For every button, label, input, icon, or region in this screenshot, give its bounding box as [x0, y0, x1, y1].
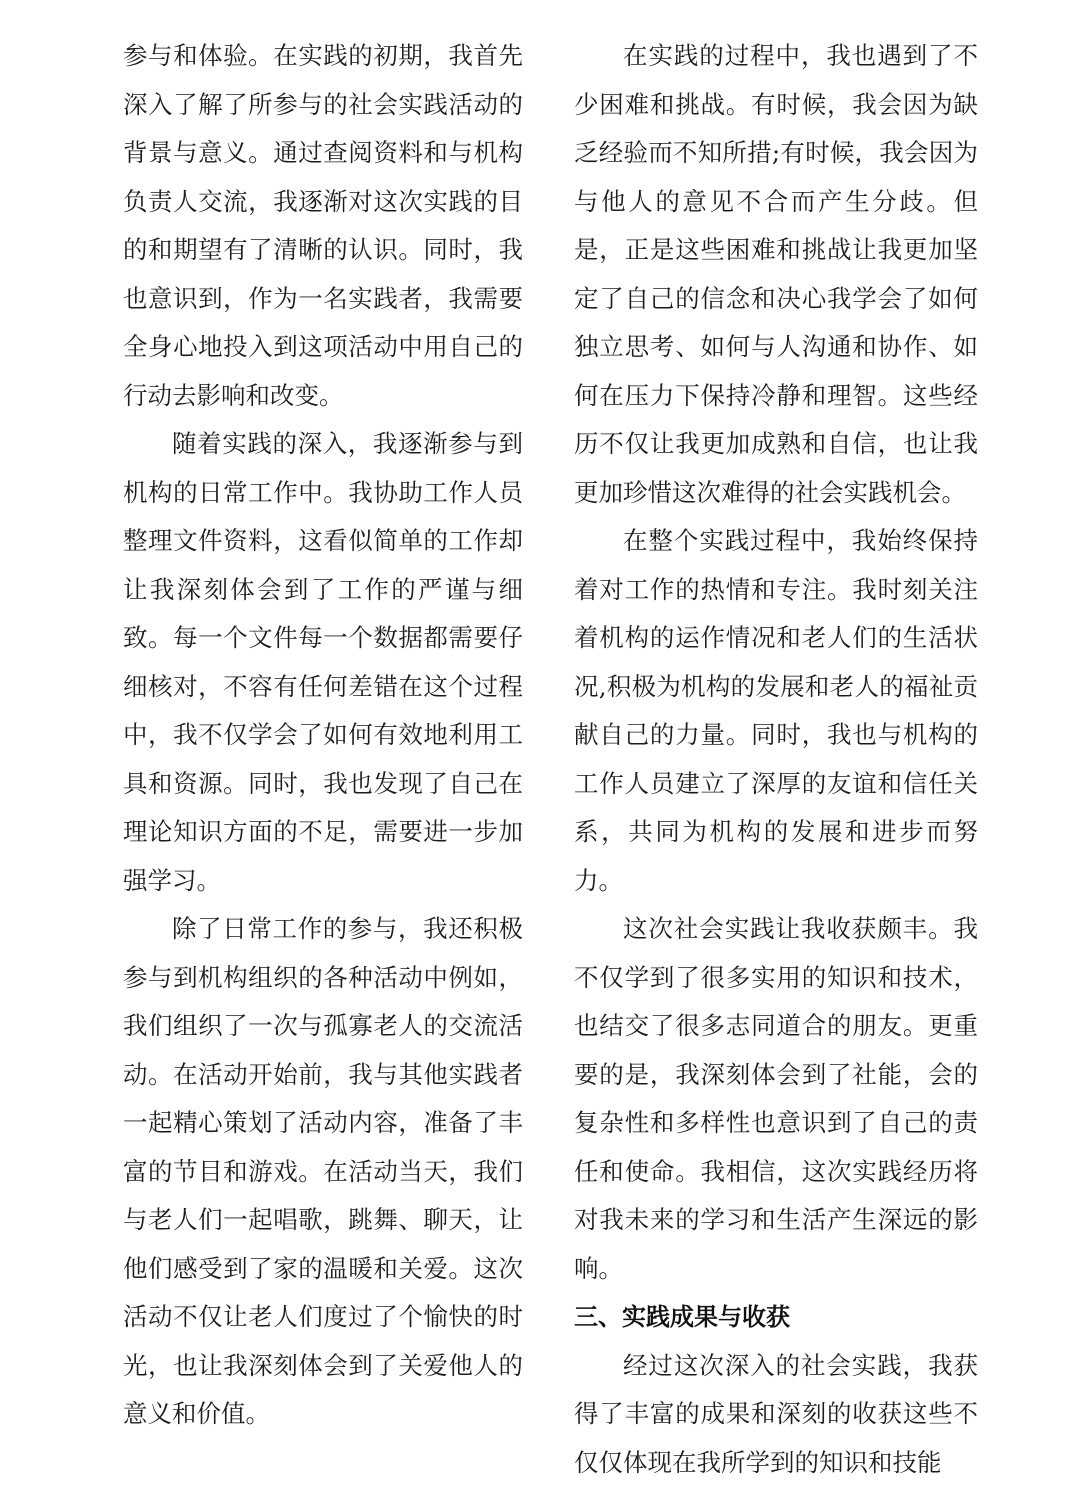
right-column — [574, 32, 978, 1487]
paragraph-challenges: 在实践的过程中，我也遇到了不少困难和挑战。有时候，我会因为缺乏经验而不知所措;有时候，我会因为与他人的意见不合而产生分歧。但是，正是这些困难和挑战让我更加坚定了自己的信念和决心我学会了如何独立思考、如何与人沟通和协作、如何在压力下保持冷静和理智。这些经历不仅让我更加成熟和自信，也让我更加珍惜这次难得的社会实践机会。 — [574, 32, 978, 517]
paragraph-activities: 除了日常工作的参与，我还积极参与到机构组织的各种活动中例如，我们组织了一次与孤寡老人的交流活动。在活动开始前，我与其他实践者一起精心策划了活动内容，准备了丰富的节目和游戏。在活动当天，我们与老人们一起唱歌，跳舞、聊天，让他们感受到了家的温暖和关爱。这次活动不仅让老人们度过了个愉快的时光，也让我深刻体会到了关爱他人的意义和价值。 — [123, 905, 523, 1439]
section-heading: 三、实践成果与收获 — [574, 1293, 978, 1342]
left-column — [123, 32, 523, 1439]
paragraph-daily-work: 随着实践的深入，我逐渐参与到机构的日常工作中。我协助工作人员整理文件资料，这看似简单的工作却让我深刻体会到了工作的严谨与细致。每一个文件每一个数据都需要仔细核对，不容有任何差错在这个过程中，我不仅学会了如何有效地利用工具和资源。同时，我也发现了自己在理论知识方面的不足，需要进一步加强学习。 — [123, 420, 523, 905]
paragraph-results: 经过这次深入的社会实践，我获得了丰富的成果和深刻的收获这些不仅仅体现在我所学到的知识和技能 — [574, 1342, 978, 1487]
paragraph-enthusiasm: 在整个实践过程中，我始终保持着对工作的热情和专注。我时刻关注着机构的运作情况和老人们的生活状况,积极为机构的发展和老人的福祉贡献自己的力量。同时，我也与机构的工作人员建立了深厚的友谊和信任关系，共同为机构的发展和进步而努力。 — [574, 517, 978, 905]
paragraph-harvest: 这次社会实践让我收获颇丰。我不仅学到了很多实用的知识和技术，也结交了很多志同道合的朋友。更重要的是，我深刻体会到了社能，会的复杂性和多样性也意识到了自己的责任和使命。我相信，这次实践经历将对我未来的学习和生活产生深远的影响。 — [574, 905, 978, 1293]
paragraph-continued: 参与和体验。在实践的初期，我首先深入了解了所参与的社会实践活动的背景与意义。通过查阅资料和与机构负责人交流，我逐渐对这次实践的目的和期望有了清晰的认识。同时，我也意识到，作为一名实践者，我需要全身心地投入到这项活动中用自己的行动去影响和改变。 — [123, 32, 523, 420]
